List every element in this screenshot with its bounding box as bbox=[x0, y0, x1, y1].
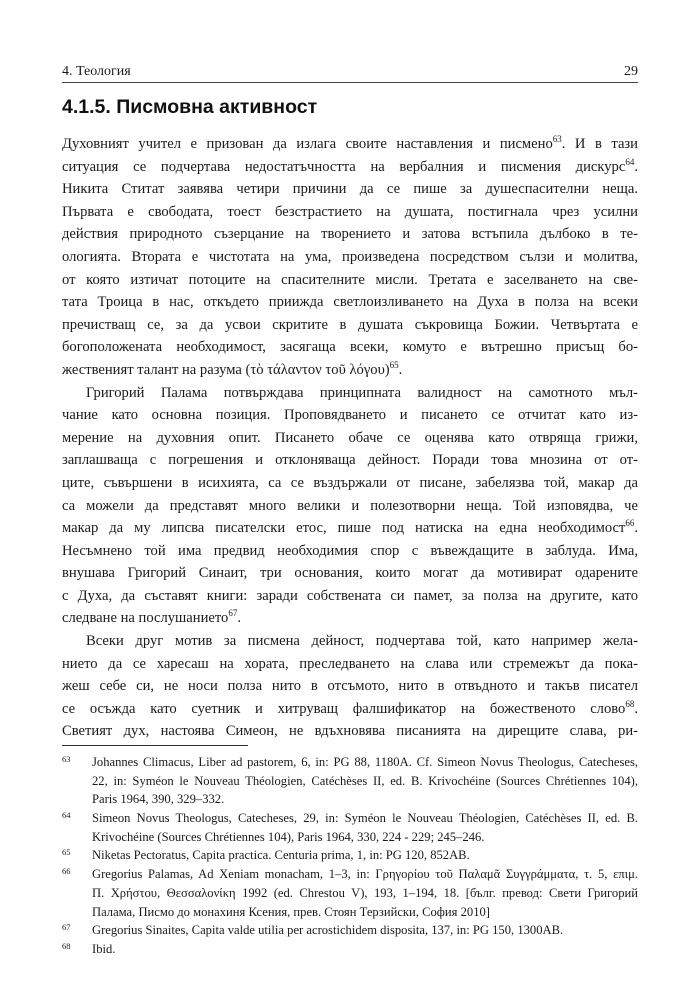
body-line-tail: . bbox=[398, 361, 403, 378]
running-header bbox=[62, 62, 638, 84]
footnote-reference[interactable]: 63 bbox=[552, 134, 562, 144]
body-line bbox=[62, 720, 638, 743]
body-line-text: Всеки друг мотив за писмена дейност, подчертава той, като например жела- bbox=[86, 633, 638, 650]
body-line-text: ологията. Втората е чистотата на ума, произведена посредством сълзи и молитва, bbox=[62, 248, 638, 265]
running-header-chapter: 4. Теология bbox=[62, 64, 131, 79]
body-line bbox=[62, 517, 638, 540]
body-line-text: заплашваща с погрешения и отклоняваща дейност. Поради това мнозина от от- bbox=[62, 452, 638, 469]
body-line bbox=[62, 382, 638, 405]
body-line-text: са можели да представят много велики и полезотворни неща. Той изповядва, че bbox=[62, 497, 638, 514]
body-line-text: следване на послушанието bbox=[62, 610, 229, 627]
body-line bbox=[62, 269, 638, 292]
body-line-tail: . bbox=[634, 700, 638, 717]
footnote-line: Ibid. bbox=[92, 941, 116, 956]
body-line-text: жественият талант на разума (τὸ τάλαντον τοῦ λόγου) bbox=[62, 361, 390, 378]
footnote-reference[interactable]: 68 bbox=[625, 698, 635, 709]
body-line-text: жеш себе си, не носи полза нито в отсъмото, нито в отвъдното и такъв писател bbox=[62, 678, 638, 695]
footnote-reference[interactable]: 67 bbox=[228, 608, 238, 619]
body-line-text: мерение на духовния опит. Писането обаче се оценява като отвряща грижи, bbox=[62, 429, 638, 446]
body-line-text: действия природното съзерцание на творението и затова встъпила дълбоко в те- bbox=[62, 226, 638, 243]
body-line bbox=[62, 178, 638, 201]
body-line bbox=[62, 201, 638, 224]
footnote-line: Krivochéine (Sources Chrétiennes 104), Paris 1964, 330, 224 - 229; 245–246. bbox=[92, 829, 485, 844]
body-line-text: ците, съвършени в исихията, са се въздържали от писане, забелязва той, макар да bbox=[62, 474, 638, 491]
body-line-text: тата Троица в нас, откъдето прииждa светлоизливането на Духа в полза на всеки bbox=[62, 294, 638, 311]
body-line-text: чание като основна позиция. Проповядването и писането се отчитат като из- bbox=[62, 407, 638, 424]
body-line-text: от която изтичат потоците на спасителните мисли. Третата е заселването на све- bbox=[62, 271, 638, 288]
body-line bbox=[62, 291, 638, 314]
body-line bbox=[62, 698, 638, 721]
body-line-text: нието да се харесаш на хората, преследването на слава или стремежът да пока- bbox=[62, 655, 638, 672]
footnote-line: Niketas Pectoratus, Capita practica. Centuria prima, 1, in: PG 120, 852AB. bbox=[92, 848, 470, 863]
body-line-text: с Духа, да съставят книги: заради собствената си памет, за полза на другите, като bbox=[62, 587, 638, 604]
body-line-text: пречистващ се, за да усвои скритите в душата съкровища Божии. Четвъртата е bbox=[62, 316, 638, 333]
body-line bbox=[62, 359, 638, 382]
footnote-line: Палама, Писмо до монахиня Ксения, прев. Стоян Терзийски, София 2010] bbox=[92, 904, 490, 919]
body-text bbox=[62, 133, 638, 743]
body-line-text: Григорий Палама потвърждава принципната валидност на самотното мъл- bbox=[86, 384, 638, 401]
body-line-tail: . bbox=[634, 158, 638, 175]
body-line bbox=[62, 404, 638, 427]
section-title: 4.1.5. Писмовна активност bbox=[62, 96, 318, 118]
body-line bbox=[62, 585, 638, 608]
footnote-line: Π. Χρήστου, Θεσσαλονίκη 1992 (ed. Chrestou V), 193, 1–194, 18. [бълг. превод: Свети Григорий bbox=[92, 885, 638, 900]
footnote-line: Simeon Novus Theologus, Catecheses, 29, in: Syméon le Nouveau Théologien, Catéchèses II, ed. B. bbox=[92, 811, 638, 826]
body-line bbox=[62, 133, 638, 156]
footnote-number: 66 bbox=[62, 866, 71, 877]
body-line bbox=[62, 246, 638, 269]
body-line bbox=[62, 630, 638, 653]
page-number: 29 bbox=[624, 64, 638, 79]
body-line bbox=[62, 449, 638, 472]
footnote-number: 64 bbox=[62, 810, 71, 821]
body-line bbox=[62, 472, 638, 495]
body-line bbox=[62, 314, 638, 337]
body-line bbox=[62, 223, 638, 246]
footnote-number: 63 bbox=[62, 754, 71, 764]
body-line bbox=[62, 427, 638, 450]
footnote-reference[interactable]: 65 bbox=[389, 359, 399, 370]
body-line-text: ситуация се подчертава недостатъчността на вербалния и писмения дискурс bbox=[62, 158, 626, 175]
body-line-text: макар да му липсва писателски етос, пише под натиска на една необходимост bbox=[62, 520, 626, 537]
body-line-text: Никита Ститат заявява четири причини да се пише за душеспасителни неща. bbox=[62, 181, 638, 198]
body-line-text: Първата е свободата, тоест безстрастието на душата, постигнала чрез усилни bbox=[62, 203, 638, 220]
footnote bbox=[62, 865, 638, 921]
footnote-line: Gregorius Palamas, Ad Xeniam monacham, 1–3, in: Γρηγορίου τοῦ Παλαμᾶ Συγγράμματα, τ. 5, επιμ. bbox=[92, 867, 638, 882]
body-line-text: Светият дух, настоява Симеон, не вдъхновява писанията на дирещите слава, ри- bbox=[62, 723, 638, 740]
footnotes bbox=[62, 753, 638, 959]
body-line-tail: . bbox=[237, 610, 241, 627]
body-line-text: се осъжда като суетник и хитруващ фалшификатор на божественото слово bbox=[62, 700, 626, 717]
body-line bbox=[62, 495, 638, 518]
body-line bbox=[62, 653, 638, 676]
footnote-number: 67 bbox=[62, 922, 71, 933]
body-line-tail: . И в тази bbox=[561, 136, 638, 152]
body-line bbox=[62, 562, 638, 585]
footnote-line: Paris 1964, 390, 329–332. bbox=[92, 792, 225, 807]
footnote-number: 65 bbox=[62, 847, 71, 858]
footnote-line: Gregorius Sinaites, Capita valde utilia per acrostichidem disposita, 137, in: PG 150, 1300AB. bbox=[92, 923, 564, 938]
body-line bbox=[62, 675, 638, 698]
body-line bbox=[62, 336, 638, 359]
footnote bbox=[62, 921, 638, 940]
footnote-line: 22, in: Syméon le Nouveau Théologien, Catéchèses II, ed. B. Krivochéine (Sources Chrétiennes 104), bbox=[92, 773, 638, 788]
body-line-tail: . bbox=[634, 520, 638, 537]
body-line bbox=[62, 540, 638, 563]
body-line bbox=[62, 607, 638, 630]
footnote-separator bbox=[62, 745, 248, 746]
body-line-text: Духовният учител е призован да излага своите наставления и писмено bbox=[62, 136, 553, 152]
footnote-reference[interactable]: 66 bbox=[625, 518, 635, 529]
body-line-text: внушава Григорий Синаит, три основания, които могат да мотивират одарените bbox=[62, 565, 638, 582]
footnote-line: Johannes Climacus, Liber ad pastorem, 6, in: PG 88, 1180A. Cf. Simeon Novus Theologus, Catecheses, bbox=[92, 755, 638, 769]
footnote bbox=[62, 846, 638, 865]
header-rule bbox=[62, 82, 638, 83]
footnote bbox=[62, 940, 638, 959]
footnote bbox=[62, 809, 638, 846]
body-line bbox=[62, 156, 638, 179]
footnote-reference[interactable]: 64 bbox=[625, 156, 635, 167]
footnote bbox=[62, 753, 638, 809]
body-line-text: Несъмнено той има предвид необходимия спор с въвеждащите в заблуда. Има, bbox=[62, 542, 638, 559]
footnote-number: 68 bbox=[62, 940, 71, 951]
body-line-text: богоположената необходимост, засягаща всеки, комуто е вътрешно присъщ бо- bbox=[62, 339, 638, 356]
